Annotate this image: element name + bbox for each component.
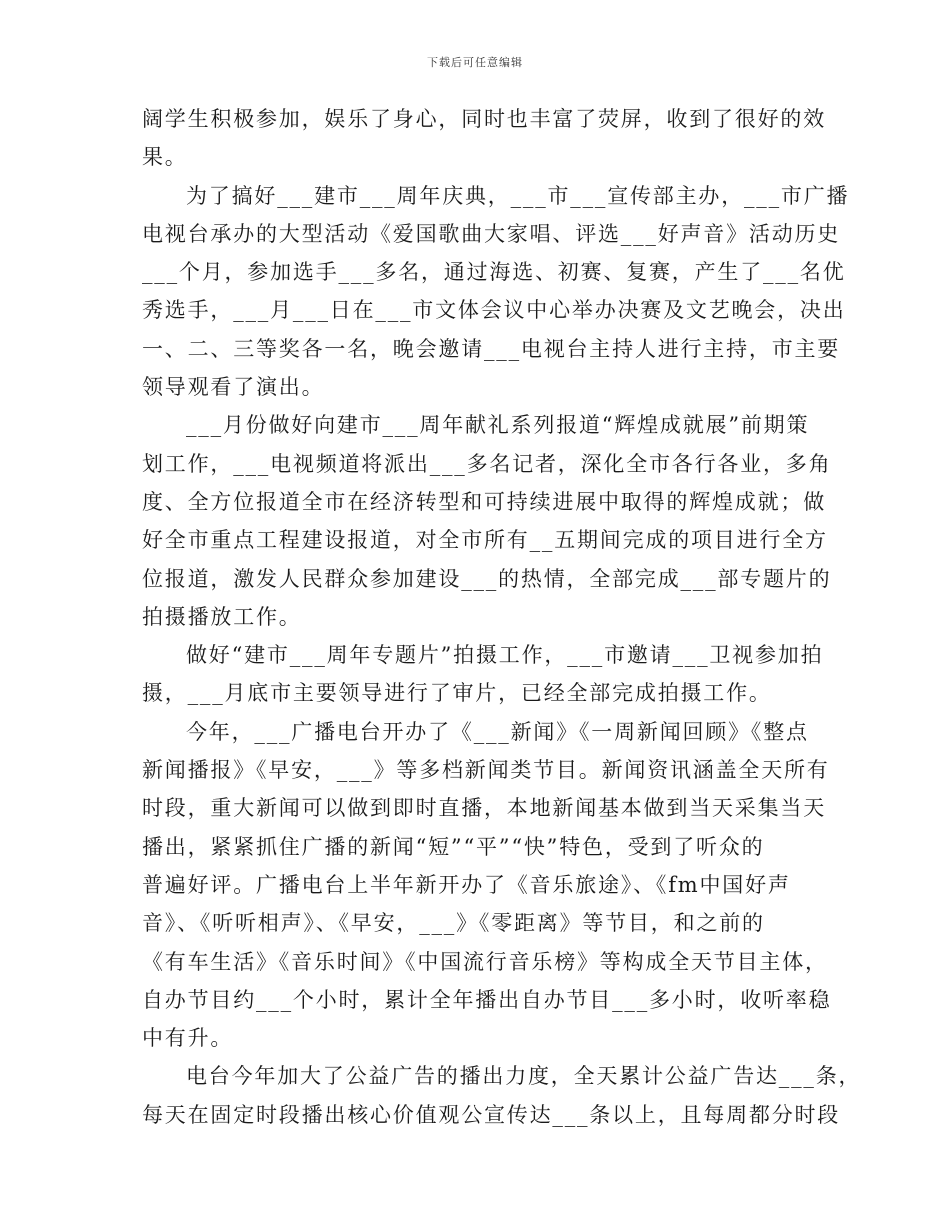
text-line: 中有升。 <box>142 1026 234 1051</box>
paragraph <box>142 177 850 407</box>
paragraph <box>142 406 832 636</box>
text-line: 音》、《听听相声》、《早安，___》《零距离》等节目，和之前的 <box>142 911 765 936</box>
text-line: 新闻播报》《早安，___》等多档新闻类节目。新闻资讯涵盖全天所有 <box>142 758 830 783</box>
text-line: 自办节目约___个小时，累计全年播出自办节目___多小时，收听率稳 <box>142 987 832 1012</box>
paragraph <box>142 713 832 1058</box>
paragraph <box>142 1057 862 1134</box>
text-line: 秀选手，___月___日在___市文体会议中心举办决赛及文艺晚会，决出 <box>142 298 846 323</box>
text-line: 位报道，激发人民群众参加建设___的热情，全部完成___部专题片的 <box>142 566 832 591</box>
text-line: 度、全方位报道全市在经济转型和可持续进展中取得的辉煌成就；做 <box>142 489 826 514</box>
text-line: 好全市重点工程建设报道，对全市所有__五期间完成的项目进行全方 <box>142 528 828 553</box>
document-body <box>142 100 862 1134</box>
text-line: 播出，紧紧抓住广播的新闻“短”“平”“快”特色，受到了听众的 <box>142 834 765 859</box>
text-line: 拍摄播放工作。 <box>142 604 302 629</box>
text-line: 时段，重大新闻可以做到即时直播，本地新闻基本做到当天采集当天 <box>142 796 826 821</box>
text-line: 果。 <box>142 145 188 170</box>
text-line: 领导观看了演出。 <box>142 375 325 400</box>
paragraph <box>142 636 824 713</box>
page-header: 下载后可任意编辑 <box>427 56 523 69</box>
text-line: ___月份做好向建市___周年献礼系列报道“辉煌成就展”前期策 <box>186 413 810 438</box>
text-line: 划工作，___电视频道将派出___多名记者，深化全市各行各业，多角 <box>142 451 832 476</box>
text-line: 阔学生积极参加，娱乐了身心，同时也丰富了荧屏，收到了很好的效 <box>142 107 826 131</box>
text-line: 做好“建市___周年专题片”拍摄工作，___市邀请___卫视参加拍 <box>186 643 824 668</box>
text-line: 今年，___广播电台开办了《___新闻》《一周新闻回顾》《整点 <box>186 719 809 744</box>
text-line: 《有车生活》《音乐时间》《中国流行音乐榜》等构成全天节目主体， <box>142 949 828 974</box>
text-line: 普遍好评。广播电台上半年新开办了《音乐旅途》、《fm中国好声 <box>142 872 791 897</box>
text-line: ___个月，参加选手___多名，通过海选、初赛、复赛，产生了___名优 <box>142 260 846 285</box>
text-line: 每天在固定时段播出核心价值观公宣传达___条以上，且每周都分时段 <box>142 1102 841 1127</box>
text-line: 电视台承办的大型活动《爱国歌曲大家唱、评选___好声音》活动历史 <box>142 221 841 246</box>
text-line: 为了搞好___建市___周年庆典，___市___宣传部主办，___市广播 <box>186 183 850 208</box>
text-line: 电台今年加大了公益广告的播出力度，全天累计公益广告达___条， <box>186 1064 862 1089</box>
paragraph <box>142 100 826 177</box>
text-line: 一、二、三等奖各一名，晚会邀请___电视台主持人进行主持，市主要 <box>142 336 841 361</box>
text-line: 摄，___月底市主要领导进行了审片，已经全部完成拍摄工作。 <box>142 681 772 706</box>
